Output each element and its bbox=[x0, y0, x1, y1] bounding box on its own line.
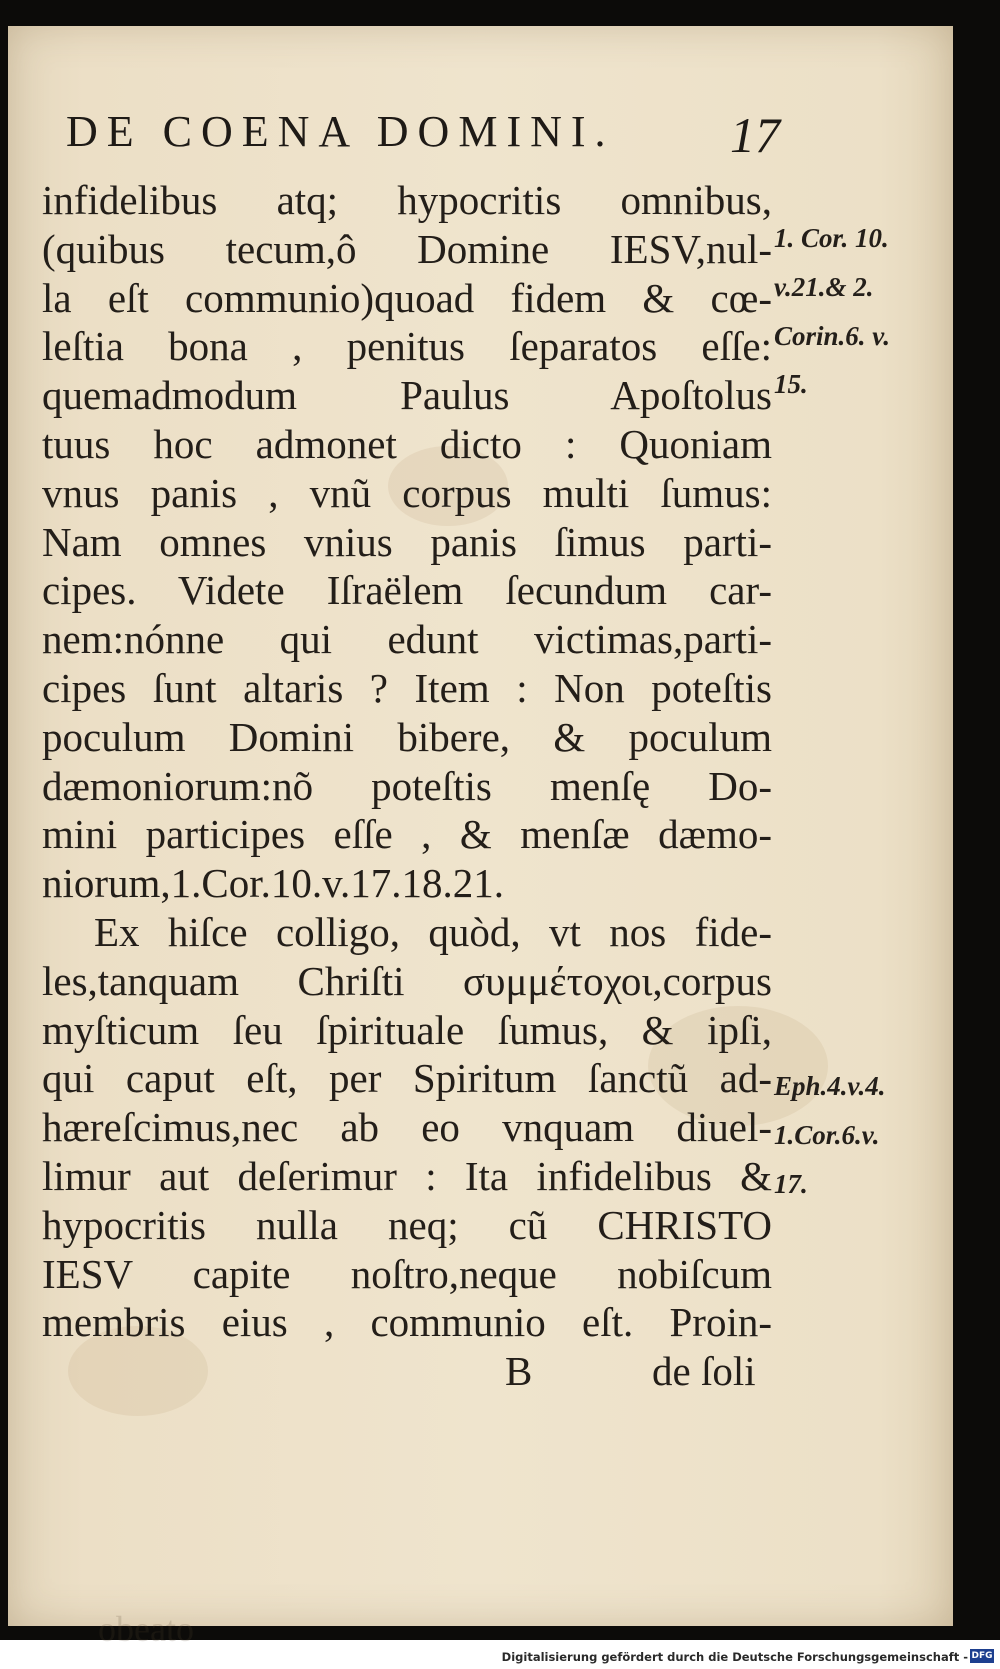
dfg-logo: DFG bbox=[971, 1651, 993, 1661]
marginal-note-1 bbox=[774, 214, 944, 409]
credit-text: Digitalisierung gefördert durch die Deutsche Forschungsgemeinschaft - bbox=[501, 1650, 968, 1664]
text-line: hypocritis nulla neq; cũ CHRISTO bbox=[42, 1201, 772, 1248]
text-line: infidelibus atq; hypocritis omnibus, bbox=[42, 177, 772, 223]
marginal-note-line: 1. Cor. 10. bbox=[774, 223, 889, 253]
text-line: Nam omnes vnius panis ſimus parti- bbox=[42, 518, 772, 565]
text-line: vnus panis , vnũ corpus multi ſumus: bbox=[42, 469, 772, 516]
running-head bbox=[60, 86, 780, 176]
text-line: nem:nónne qui edunt victimas,parti- bbox=[42, 616, 772, 663]
marginal-note-line: 1.Cor.6.v. bbox=[774, 1119, 880, 1150]
running-head-title: DE COENA DOMINI. bbox=[66, 107, 615, 156]
text-line: mini participes eſſe , & menſæ dæmo- bbox=[42, 811, 772, 858]
marginal-note-line: 15. bbox=[774, 369, 808, 400]
text-line: leſtia bona , penitus ſeparatos eſſe: bbox=[42, 323, 772, 370]
text-line: myſticum ſeu ſpirituale ſumus, & ipſi, bbox=[42, 1006, 772, 1053]
signature-mark: B bbox=[505, 1348, 533, 1395]
book-page bbox=[8, 26, 953, 1649]
text-line: hæreſcimus,nec ab eo vnquam diuel- bbox=[42, 1104, 772, 1151]
catch-line bbox=[42, 1347, 772, 1396]
marginal-note-line: v.21.& 2. bbox=[774, 271, 874, 302]
marginal-note-2 bbox=[774, 1062, 944, 1208]
text-line: la eſt communio)quoad fidem & cœ- bbox=[42, 274, 772, 321]
digitization-credit bbox=[0, 1646, 1000, 1668]
text-line: limur aut deſerimur : Ita infidelibus & bbox=[42, 1152, 772, 1199]
marginal-note-line: Eph.4.v.4. bbox=[774, 1071, 886, 1101]
text-line: cipes. Videte Iſraëlem ſecundum car- bbox=[42, 567, 772, 614]
text-line: dæmoniorum:nõ poteſtis menſę Do- bbox=[42, 762, 772, 809]
text-line: (quibus tecum,ô Domine IESV,nul- bbox=[42, 225, 772, 272]
text-line: quemadmodum Paulus Apoſtolus bbox=[42, 372, 772, 419]
marginal-note-line: Corin.6. v. bbox=[774, 320, 891, 351]
bleed-through-text: obeato bbox=[98, 1609, 194, 1649]
page-number: 17 bbox=[730, 107, 780, 163]
marginal-note-line: 17. bbox=[774, 1168, 808, 1199]
text-line: niorum,1.Cor.10.v.17.18.21. bbox=[42, 860, 505, 907]
text-line: IESV capite noſtro,neque nobiſcum bbox=[42, 1250, 772, 1297]
text-line-paragraph-start: Ex hiſce colligo, quòd, vt nos fide- bbox=[94, 908, 772, 955]
text-line: cipes ſunt altaris ? Item : Non poteſtis bbox=[42, 664, 772, 711]
body-text bbox=[42, 176, 772, 1396]
text-line: membris eius , communio eſt. Proin- bbox=[42, 1299, 772, 1346]
catchword: de ſoli bbox=[652, 1348, 756, 1395]
text-line: tuus hoc admonet dicto : Quoniam bbox=[42, 420, 772, 467]
text-line: les,tanquam Chriſti συμμέτοχοι,corpus bbox=[42, 957, 772, 1004]
text-line: poculum Domini bibere, & poculum bbox=[42, 713, 772, 760]
text-line: qui caput eſt, per Spiritum ſanctũ ad- bbox=[42, 1055, 772, 1102]
